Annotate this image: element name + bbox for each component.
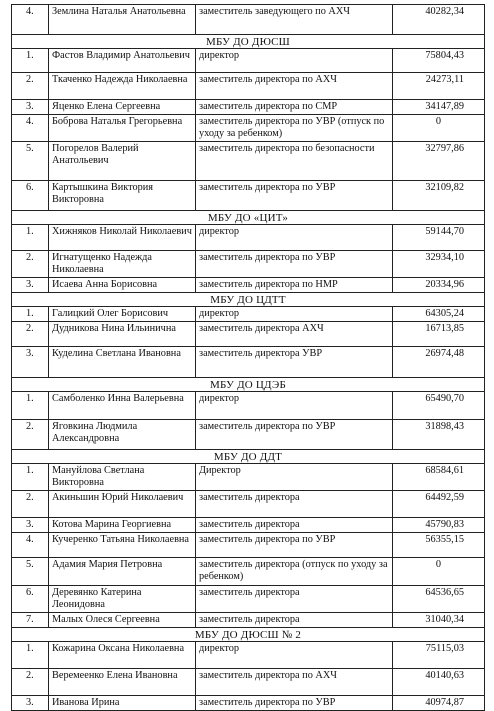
employee-name: Самболенко Инна Валерьевна [49, 392, 196, 420]
salary: 45790,83 [393, 518, 485, 533]
table-row [12, 225, 485, 251]
employee-name: Адамия Мария Петровна [49, 558, 196, 586]
staff-salary-table [11, 4, 485, 711]
position: заместитель директора по УВР [196, 420, 393, 450]
row-number: 2. [12, 251, 49, 278]
employee-name: Иванова Ирина [49, 696, 196, 711]
salary: 0 [393, 558, 485, 586]
employee-name: Куделина Светлана Ивановна [49, 347, 196, 378]
table-row [12, 642, 485, 669]
employee-name: Игнатущенко Надежда Николаевна [49, 251, 196, 278]
salary: 32109,82 [393, 181, 485, 211]
employee-name: Мануйлова Светлана Викторовна [49, 464, 196, 491]
row-number: 2. [12, 322, 49, 347]
employee-name: Хижняков Николай Николаевич [49, 225, 196, 251]
table-row [12, 420, 485, 450]
table-row [12, 669, 485, 696]
table-row [12, 115, 485, 142]
position: директор [196, 225, 393, 251]
salary: 56355,15 [393, 533, 485, 558]
position: заместитель директора АХЧ [196, 322, 393, 347]
employee-name: Кучеренко Татьяна Николаевна [49, 533, 196, 558]
employee-name: Исаева Анна Борисовна [49, 278, 196, 293]
table-body [12, 5, 485, 711]
section-header-row [12, 378, 485, 392]
salary: 68584,61 [393, 464, 485, 491]
table-row [12, 518, 485, 533]
salary: 32934,10 [393, 251, 485, 278]
position: заместитель директора по УВР [196, 533, 393, 558]
table-row [12, 278, 485, 293]
table-row [12, 392, 485, 420]
salary: 75804,43 [393, 49, 485, 73]
table-row [12, 49, 485, 73]
employee-name: Малых Олеся Сергеевна [49, 613, 196, 628]
row-number: 6. [12, 586, 49, 613]
salary: 26974,48 [393, 347, 485, 378]
table-row [12, 613, 485, 628]
section-title: МБУ ДО ЦДЭБ [12, 378, 485, 392]
position: заместитель директора по безопасности [196, 142, 393, 181]
table-row [12, 491, 485, 518]
salary: 40974,87 [393, 696, 485, 711]
table-row [12, 142, 485, 181]
employee-name: Веремеенко Елена Ивановна [49, 669, 196, 696]
table-row [12, 251, 485, 278]
table-row [12, 73, 485, 100]
position: заместитель директора [196, 491, 393, 518]
row-number: 7. [12, 613, 49, 628]
position: заместитель директора по УВР [196, 181, 393, 211]
section-title: МБУ ДО ДДТ [12, 450, 485, 464]
employee-name: Кожарина Оксана Николаевна [49, 642, 196, 669]
position: заместитель директора [196, 613, 393, 628]
salary: 31898,43 [393, 420, 485, 450]
table-row [12, 307, 485, 322]
position: заместитель директора [196, 518, 393, 533]
employee-name: Землина Наталья Анатольевна [49, 5, 196, 35]
section-header-row [12, 211, 485, 225]
row-number: 1. [12, 642, 49, 669]
position: директор [196, 642, 393, 669]
salary: 65490,70 [393, 392, 485, 420]
table-row [12, 464, 485, 491]
table-row [12, 347, 485, 378]
position: заместитель директора УВР [196, 347, 393, 378]
employee-name: Картышкина Виктория Викторовна [49, 181, 196, 211]
position: директор [196, 49, 393, 73]
employee-name: Галицкий Олег Борисович [49, 307, 196, 322]
row-number: 1. [12, 392, 49, 420]
employee-name: Деревянко Катерина Леонидовна [49, 586, 196, 613]
position: заместитель директора по УВР [196, 696, 393, 711]
employee-name: Боброва Наталья Грегорьевна [49, 115, 196, 142]
section-header-row [12, 293, 485, 307]
table-row [12, 696, 485, 711]
table-row [12, 322, 485, 347]
row-number: 3. [12, 518, 49, 533]
position: директор [196, 307, 393, 322]
salary: 31040,34 [393, 613, 485, 628]
row-number: 4. [12, 5, 49, 35]
row-number: 2. [12, 73, 49, 100]
row-number: 1. [12, 49, 49, 73]
salary: 34147,89 [393, 100, 485, 115]
table-row [12, 5, 485, 35]
position: заместитель директора [196, 586, 393, 613]
salary: 20334,96 [393, 278, 485, 293]
section-header-row [12, 35, 485, 49]
table-row [12, 558, 485, 586]
employee-name: Фастов Владимир Анатольевич [49, 49, 196, 73]
salary: 59144,70 [393, 225, 485, 251]
row-number: 1. [12, 225, 49, 251]
employee-name: Котова Марина Георгиевна [49, 518, 196, 533]
salary: 0 [393, 115, 485, 142]
employee-name: Акиньшин Юрий Николаевич [49, 491, 196, 518]
salary: 32797,86 [393, 142, 485, 181]
position: заместитель директора по УВР [196, 251, 393, 278]
salary: 75115,03 [393, 642, 485, 669]
table-row [12, 181, 485, 211]
position: заместитель директора по АХЧ [196, 73, 393, 100]
employee-name: Погорелов Валерий Анатольевич [49, 142, 196, 181]
salary: 64492,59 [393, 491, 485, 518]
row-number: 3. [12, 696, 49, 711]
salary: 64305,24 [393, 307, 485, 322]
section-header-row [12, 628, 485, 642]
salary: 64536,65 [393, 586, 485, 613]
position: Директор [196, 464, 393, 491]
employee-name: Ткаченко Надежда Николаевна [49, 73, 196, 100]
row-number: 2. [12, 491, 49, 518]
row-number: 4. [12, 115, 49, 142]
section-title: МБУ ДО ДЮСШ № 2 [12, 628, 485, 642]
row-number: 2. [12, 420, 49, 450]
salary: 40282,34 [393, 5, 485, 35]
salary: 40140,63 [393, 669, 485, 696]
row-number: 3. [12, 100, 49, 115]
salary: 24273,11 [393, 73, 485, 100]
row-number: 1. [12, 307, 49, 322]
employee-name: Дудникова Нина Ильинична [49, 322, 196, 347]
table-row [12, 586, 485, 613]
position: заместитель директора по НМР [196, 278, 393, 293]
section-header-row [12, 450, 485, 464]
section-title: МБУ ДО ЦДТТ [12, 293, 485, 307]
section-title: МБУ ДО «ЦИТ» [12, 211, 485, 225]
position: заместитель директора по СМР [196, 100, 393, 115]
row-number: 2. [12, 669, 49, 696]
salary: 16713,85 [393, 322, 485, 347]
position: заместитель заведующего по АХЧ [196, 5, 393, 35]
position: заместитель директора (отпуск по уходу за ребенком) [196, 558, 393, 586]
row-number: 5. [12, 142, 49, 181]
position: заместитель директора по УВР (отпуск по уходу за ребенком) [196, 115, 393, 142]
table-row [12, 100, 485, 115]
row-number: 1. [12, 464, 49, 491]
position: директор [196, 392, 393, 420]
employee-name: Яговкина Людмила Александровна [49, 420, 196, 450]
employee-name: Яценко Елена Сергеевна [49, 100, 196, 115]
row-number: 3. [12, 347, 49, 378]
row-number: 6. [12, 181, 49, 211]
position: заместитель директора по АХЧ [196, 669, 393, 696]
row-number: 3. [12, 278, 49, 293]
row-number: 5. [12, 558, 49, 586]
section-title: МБУ ДО ДЮСШ [12, 35, 485, 49]
row-number: 4. [12, 533, 49, 558]
table-row [12, 533, 485, 558]
